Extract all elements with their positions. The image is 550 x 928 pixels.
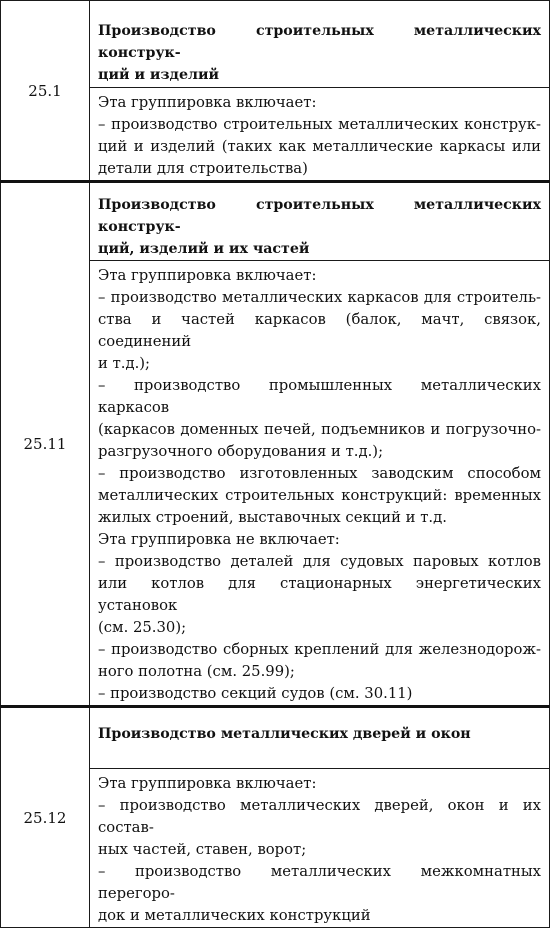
desc-line: Эта группировка включает: [98, 775, 317, 792]
section-row-25-11-title [1, 182, 550, 261]
desc-line: или котлов для стационарных энергетических установок [98, 575, 541, 614]
desc-line: Эта группировка включает: [98, 94, 317, 111]
desc-line: и т.д.); [98, 355, 151, 372]
title-line: ций и изделий [98, 67, 220, 83]
desc-line: – производство строительных металлических конструк- [98, 116, 541, 133]
section-code: 25.1 [1, 1, 90, 182]
title-line: ций, изделий и их частей [98, 241, 310, 257]
desc-line: (каркасов доменных печей, подъемников и погрузочно- [98, 421, 541, 438]
desc-line: – производство секций судов (см. 30.11) [98, 685, 413, 702]
desc-line: – производство деталей для судовых паровых котлов [98, 553, 541, 570]
desc-line: – производство металлических межкомнатных перегоро- [98, 863, 541, 902]
section-description [90, 261, 549, 705]
section-title [90, 1, 549, 86]
section-description-cell [90, 261, 550, 707]
section-row-25-12-title [1, 707, 550, 769]
section-code: 25.11 [1, 182, 90, 707]
desc-line: – производство промышленных металлических каркасов [98, 377, 541, 416]
desc-line: – производство сборных креплений для железнодорож- [98, 641, 541, 658]
section-title-cell [90, 182, 550, 261]
section-description [90, 769, 549, 927]
section-description-cell [90, 88, 550, 182]
section-code: 25.12 [1, 707, 90, 928]
section-title-cell [90, 707, 550, 769]
section-row-25-1-title [1, 1, 550, 88]
desc-line: металлических строительных конструкций: временных [98, 487, 541, 504]
desc-line: – производство изготовленных заводским способом [98, 465, 541, 482]
desc-line: разгрузочного оборудования и т.д.); [98, 443, 384, 460]
desc-line: ного полотна (см. 25.99); [98, 663, 295, 680]
desc-line: Эта группировка включает: [98, 267, 317, 284]
desc-line: (см. 25.30); [98, 619, 187, 636]
desc-line: ций и изделий (таких как металлические каркасы или [98, 138, 541, 155]
section-title [90, 708, 549, 745]
title-line: Производство строительных металлических конструк- [98, 23, 541, 61]
desc-line: док и металлических конструкций [98, 907, 371, 924]
desc-line: ных частей, ставен, ворот; [98, 841, 307, 858]
section-description [90, 88, 549, 180]
desc-line: жилых строений, выставочных секций и т.д. [98, 509, 447, 526]
section-description-cell [90, 769, 550, 928]
desc-line: – производство металлических каркасов для строитель- [98, 289, 541, 306]
section-title [90, 183, 549, 260]
desc-line: – производство металлических дверей, окон и их состав- [98, 797, 541, 836]
title-line: Производство металлических дверей и окон [98, 726, 471, 742]
desc-line: детали для строительства) [98, 160, 308, 177]
desc-line: Эта группировка не включает: [98, 531, 340, 548]
title-line: Производство строительных металлических конструк- [98, 197, 541, 235]
desc-line: ства и частей каркасов (балок, мачт, связок, соединений [98, 311, 541, 350]
section-title-cell [90, 1, 550, 88]
